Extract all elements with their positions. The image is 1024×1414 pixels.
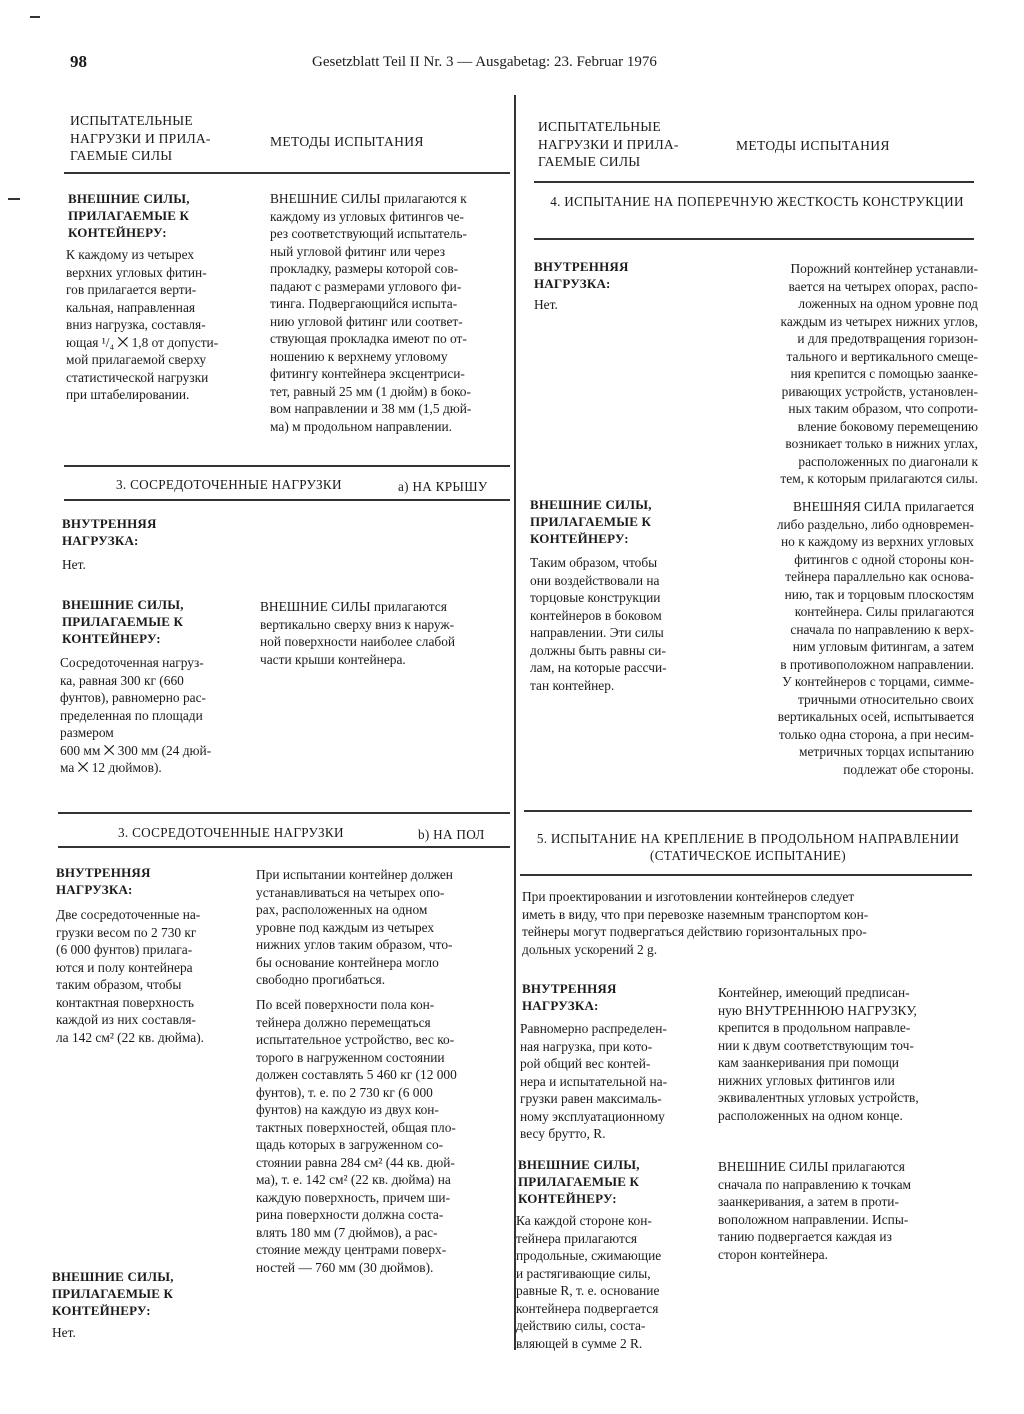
running-head: Gesetzblatt Teil II Nr. 3 — Ausgabetag: 23. Februar 1976: [312, 54, 657, 70]
section-3b-external-heading: ВНЕШНИЕ СИЛЫ, ПРИЛАГАЕМЫЕ К КОНТЕЙНЕРУ:: [52, 1269, 174, 1318]
right-header-rule: [534, 181, 974, 183]
section-3a-title: 3. СОСРЕДОТОЧЕННЫЕ НАГРУЗКИ: [116, 477, 342, 492]
section-4-internal-text: Нет.: [534, 297, 558, 312]
section-5-external-heading: ВНЕШНИЕ СИЛЫ, ПРИЛАГАЕМЫЕ К КОНТЕЙНЕРУ:: [518, 1157, 640, 1206]
section-4-internal-heading: ВНУТРЕННЯЯ НАГРУЗКА:: [534, 259, 629, 291]
section-3a-internal-text: Нет.: [62, 557, 86, 572]
section-4-method1: Порожний контейнер устанавли- вается на четырех опорах, распо- ложенных на одном уровне под каждым из четырех нижних углов, и для предотвращения горизон- тального и вертикального смеще- ния крепится с помощью заанке- ривающих устройств, установлен- ных таким образом, что сопроти- вление боковому перемещению возникает только в нижних углах, расположенных по диагонали к тем, к которым прилагаются силы.: [780, 261, 978, 486]
left-header-col1: ИСПЫТАТЕЛЬНЫЕ НАГРУЗКИ И ПРИЛА- ГАЕМЫЕ СИЛЫ: [70, 113, 211, 163]
section-3a-subtitle: а) НА КРЫШУ: [398, 479, 488, 494]
left-header-col2: МЕТОДЫ ИСПЫТАНИЯ: [270, 134, 424, 149]
section-5-rule: [524, 810, 972, 812]
section-5-intro: При проектировании и изготовлении контейнеров следует иметь в виду, что при перевозке наземным транспортом кон- тейнеры могут подвергаться действию горизонтальных про- дольных ускорений 2 g.: [522, 889, 869, 957]
section-5-title: 5. ИСПЫТАНИЕ НА КРЕПЛЕНИЕ В ПРОДОЛЬНОМ НАПРАВЛЕНИИ (СТАТИЧЕСКОЕ ИСПЫТАНИЕ): [536, 831, 960, 863]
section-5-title-rule: [520, 874, 972, 876]
section-3b-title: 3. СОСРЕДОТОЧЕННЫЕ НАГРУЗКИ: [118, 825, 344, 840]
left-block1-heading: ВНЕШНИЕ СИЛЫ, ПРИЛАГАЕМЫЕ К КОНТЕЙНЕРУ:: [68, 191, 190, 240]
section-3a-internal-heading: ВНУТРЕННЯЯ НАГРУЗКА:: [62, 516, 157, 548]
section-4-method2: ВНЕШНЯЯ СИЛА прилагается либо раздельно, либо одновремен- но к каждому из верхних угловых фитингов с одной стороны кон- тейнера параллельно как основа- нию, так и торцовым плоскостям контейнера. Силы прилагаются сначала по направлению к верх- ним угловым фитингам, а затем в противоположном направлении. У контейнеров с торцами, симме- тричными относительно своих вертикальных осей, испытывается только одна сторона, а при несим- метричных торцах испытанию подлежат обе стороны.: [776, 499, 974, 777]
section-3a-rule: [64, 465, 510, 467]
section-4-title: 4. ИСПЫТАНИЕ НА ПОПЕРЕЧНУЮ ЖЕСТКОСТЬ КОНСТРУКЦИИ: [550, 194, 964, 209]
section-3a-title-rule: [64, 499, 510, 501]
section-3b-internal-text: Две сосредоточенные на- грузки весом по 2 730 кг (6 000 фунтов) прилага- ются и полу контейнера таким образом, чтобы контактная поверхность каждой из них составля- ла 142 см² (22 кв. дюйма).: [56, 907, 205, 1045]
section-3b-title-rule: [58, 846, 510, 848]
section-3b-method2: По всей поверхности пола кон- тейнера должно перемещаться испытательное устройство, вес ко- торого в нагруженном состоянии должен составлять 5 460 кг (12 000 фунтов), т. е. по 2 730 кг (6 000 фунтов) на каждую из двух кон- тактных поверхностей, общая пло- щадь которых в загруженном со- стоянии равна 284 см² (44 кв. дюй- ма), т. е. 142 см² (22 кв. дюйма) на каждую поверхность, причем ши- рина поверхности должна соста- влять 180 мм (7 дюймов), а рас- стояние между центрами поверх- ностей — 760 мм (30 дюймов).: [256, 997, 457, 1275]
page-number: 98: [70, 52, 87, 71]
section-3a-external-text: Сосредоточенная нагруз- ка, равная 300 кг (660 фунтов), равномерно рас- пределенная по площади размером 600 мм ⨉ 300 мм (24 дюй- ма ⨉ 12 дюймов).: [60, 655, 212, 775]
left-block1-text: К каждому из четырех верхних угловых фитин- гов прилагается верти- кальная, направленная вниз нагрузка, составля- ющая ¹/₄ ⨉ 1,8 от допусти- мой прилагаемой сверху статистической нагрузки при штабелировании.: [66, 247, 219, 402]
margin-mark: [8, 198, 20, 200]
section-5-external-text: Ка каждой стороне кон- тейнера прилагаются продольные, сжимающие и растягивающие силы, равные R, т. е. основание контейнера подвергается действию силы, соста- вляющей в сумме 2 R.: [516, 1213, 662, 1351]
section-3a-external-heading: ВНЕШНИЕ СИЛЫ, ПРИЛАГАЕМЫЕ К КОНТЕЙНЕРУ:: [62, 597, 184, 646]
section-4-external-text: Таким образом, чтобы они воздействовали на торцовые конструкции контейнеров в боковом направлении. Эти силы должны быть равны си- лам, на которые рассчи- тан контейнер.: [530, 555, 667, 693]
margin-mark: [30, 16, 40, 18]
section-5-method1: Контейнер, имеющий предписан- ную ВНУТРЕННЮЮ НАГРУЗКУ, крепится в продольном направле- нии к двум соответствующим точ- кам заанкеривания при помощи нижних угловых фитингов или эквивалентных угловых устройств, расположенных на одном конце.: [718, 985, 919, 1123]
section-5-internal-text: Равномерно распределен- ная нагрузка, при кото- рой общий вес контей- нера и испытательной на- грузки равен максималь- ному эксплуатационному весу брутто, R.: [520, 1021, 668, 1141]
section-5-method2: ВНЕШНИЕ СИЛЫ прилагаются сначала по направлению к точкам заанкеривания, а затем в проти- воположном направлении. Испы- танию подвергается каждая из сторон контейнера.: [718, 1159, 912, 1262]
section-3b-rule: [58, 812, 510, 814]
section-4-external-heading: ВНЕШНИЕ СИЛЫ, ПРИЛАГАЕМЫЕ К КОНТЕЙНЕРУ:: [530, 497, 652, 546]
section-4-title-rule: [534, 238, 974, 240]
section-3b-internal-heading: ВНУТРЕННЯЯ НАГРУЗКА:: [56, 865, 151, 897]
section-3b-subtitle: b) НА ПОЛ: [418, 827, 485, 842]
left-block1-method: ВНЕШНИЕ СИЛЫ прилагаются к каждому из угловых фитингов че- рез соответствующий испытатель- ный угловой фитинг или через прокладку, размеры которой сов- падают с размерами углового фи- тинга. Подвергающийся испыта- нию угловой фитинг или соответ- ствующая прокладка имеют по от- ношению к верхнему угловому фитингу контейнера эксцентриси- тет, равный 25 мм (1 дюйм) в боко- вом направлении и 38 мм (1,5 дюй- ма) м продольном направлении.: [270, 191, 472, 434]
section-5-internal-heading: ВНУТРЕННЯЯ НАГРУЗКА:: [522, 981, 617, 1013]
section-3a-method: ВНЕШНИЕ СИЛЫ прилагаются вертикально сверху вниз к наруж- ной поверхности наиболее слабой части крыши контейнера.: [260, 599, 456, 667]
left-header-rule: [64, 172, 510, 174]
right-header-col2: МЕТОДЫ ИСПЫТАНИЯ: [736, 138, 890, 153]
right-header-col1: ИСПЫТАТЕЛЬНЫЕ НАГРУЗКИ И ПРИЛА- ГАЕМЫЕ СИЛЫ: [538, 119, 679, 169]
section-3b-external-text: Нет.: [52, 1325, 76, 1340]
section-3b-method1: При испытании контейнер должен устанавливаться на четырех опо- рах, расположенных на одном уровне под каждым из четырех нижних углов таким образом, что- бы основание контейнера могло свободно прогибаться.: [256, 867, 453, 987]
